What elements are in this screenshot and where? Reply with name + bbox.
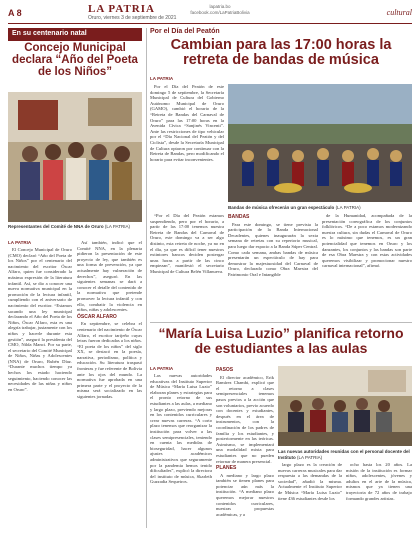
article2-column-1 bbox=[150, 84, 224, 210]
article1-text-2: Así también, indicó que el Comité NNA, en la plenaria pidieron la presentación de este proyecto de ley, que también es una forma de prevención, ya que actualmente hay vulneración de derechos”, aseguró. En las siguientes semanas se dará a conocer el detalle del contenido de la normativa que pretende promover la lectura infantil y con ello, combatir la violencia en niños, niñas y adolescentes. bbox=[77, 240, 142, 313]
article2-text-4: de la Humanidad, acompañada de la presentación coreográfica de los conjuntos folklóricos. “De a poco estamos modernizando nuestra cultura, sin dudas el Carnaval de Oruro es lo máximo que tenemos, es un gran potencialidad que tenemos en Oruro y los danzantes, los conjuntos y las bandas son parte de esa Obra Maestra y con estas actividades queremos visibilizar y promocionar nuestro carnaval internacional”, afirmó. bbox=[322, 213, 412, 269]
article1-source: LA PATRIA bbox=[8, 240, 32, 245]
article3-photo-caption bbox=[278, 449, 412, 460]
article2-text-1: Por el Día del Peatón de este domingo 5 de septiembre, la Secretaría Municipal de Cultura del Gobierno Autónomo Municipal de Oruro (GAMO), cambió el horario de la “Retreta de Bandas del Carnaval de Oruro” para las 17:00 horas en la Avenida Cívica “Sanjinés Vincenti”. Ante las restricciones de tipo vehicular por el “Día Nacional del Peatón y del Ciclista”, desde la Secretaría Municipal de Cultura optaron por continuar con la Retreta de Bandas, pero modificando el horario para evitar inconvenientes. bbox=[150, 84, 224, 162]
article2-column-3 bbox=[228, 213, 318, 320]
article3-subhead-planes: PLANES bbox=[216, 465, 237, 472]
article2-text-3: Para este domingo, se tiene prevista la participación de la Banda Internacional Decadentes, quienes inaugurarán la sexta semana de retretas con su repertorio musical, para luego dar espacio a la Banda Súper Central. Como cada semana, ambas bandas de música presentarán un espectáculo de hay para demostrar la majestuosidad del Carnaval de Oruro, declarado como Obra Maestra del Patrimonio Oral e Intangible bbox=[228, 221, 318, 277]
article1-column-2 bbox=[77, 240, 142, 530]
article2-caption-credit: (LA PATRIA) bbox=[335, 205, 361, 210]
article3-text-4: largo plazo es la creación de nuevas carreras musicales para dar respuesta a las demandas de la sociedad”, añadió la misma. Actualmente el Instituto Superior de Música “María Luisa Luzio” tiene 436 estudiantes desde los bbox=[278, 462, 342, 501]
section-name: cultural bbox=[386, 8, 412, 17]
article3-text-5: ocho hasta los 20 años. La misión de la institución es formar niños, adolescentes, jóvenes y adultos en el arte de la música, mismos que ya tienen una trayectoria de 72 años de trabajo formando grandes artistas. bbox=[346, 462, 412, 501]
newspaper-name: LA PATRIA bbox=[88, 3, 155, 15]
article3-column-3 bbox=[278, 462, 342, 530]
article2-headline: Cambian para las 17:00 horas la retreta de bandas de música bbox=[170, 37, 392, 69]
article1-column-1 bbox=[8, 247, 72, 530]
article2-subhead: BANDAS bbox=[228, 214, 250, 220]
article3-source: LA PATRIA bbox=[150, 366, 174, 371]
article2-photo bbox=[228, 84, 412, 202]
article1-headline: Concejo Municipal declara “Año del Poeta de los Niños” bbox=[12, 42, 138, 79]
article3-subhead-pasos: PASOS bbox=[216, 367, 234, 373]
social-link: facebook.com/LaPatriaBolivia bbox=[190, 10, 250, 15]
article2-source: LA PATRIA bbox=[150, 76, 174, 81]
article1-photo-caption bbox=[8, 224, 142, 230]
article3-column-2 bbox=[216, 366, 274, 530]
article2-caption-text: Bandas de música ofrecerán un gran espectáculo bbox=[228, 205, 335, 210]
article-divider bbox=[150, 322, 412, 323]
article3-column-4 bbox=[346, 462, 412, 530]
website: lapatria.bo bbox=[209, 4, 231, 9]
header-rule bbox=[8, 23, 412, 24]
article2-text-2: “Por el Día del Peatón estamos suspendiendo, pero por el horario, a partir de las 17:00 tenemos nuestra Retreta de Bandas del Carnaval de Oruro, este domingo va a ser algo distinto, esta retreta de noche, ya no en el día, ya que es difícil tener nuestros extintores bancos deciden postergar unas horas a partir de las cinco empiezan”, manifestó el secretario Municipal de Cultura Belén Villanueva. bbox=[150, 213, 224, 274]
article3-text-1: Las nuevas autoridades educativas del Instituto Superior de Música “María Luisa Luzio” elaboran planes y estrategias para el pronto retorno de sus estudiantes a las aulas, a mediano y largo plazo, previendo mejoras en los contenidos curriculares y crear nuevas carreras. “A corto plazo tenemos que reorganizar la institución para volver a las clases semipresenciales, teniendo en cuenta las medidas de bioseguridad, hacer algunos ajustes académicos administrativos que seguramente por la pandemia hemos tenido dificultades”, explicó la directora del instituto de música, Skarleth Guzzadia Sequeiros. bbox=[150, 373, 212, 485]
article1-kicker: En su centenario natal bbox=[12, 30, 87, 37]
article3-text-3: A mediano y largo plazo también se tienen planes para potenciar aún más la institución. “A mediano plazo queremos mejorar nuestros contenidos curriculares, nuestras propuestas académicas, y a bbox=[216, 472, 274, 517]
article3-photo bbox=[278, 366, 412, 446]
article1-subhead: ÓSCAR ALFARO bbox=[77, 313, 117, 320]
article2-column-4 bbox=[322, 213, 412, 320]
page-number: A 8 bbox=[8, 8, 22, 18]
article1-caption-text: Representantes del Comité de NNA de Oruro bbox=[8, 224, 104, 229]
article3-text-2: El director académico, Erik Ramírez Chambi, explicó que el retorno a clases semipresenciales tenemos pasos previos a la acción que son voluntarios, previo acuerdo con docentes y estudiantes, después en el área de instrumentos, con la coordinación de los padres de familia y los estudiantes, y posteriormente en las teóricas. Asimismo, se implementará una modalidad mixta para estudiantes que no pueden retornar de manera presencial. bbox=[216, 374, 274, 464]
article2-photo-caption bbox=[228, 205, 412, 211]
article1-text-3: En septiembre, se celebra el centenario del nacimiento de Óscar Alfaro, el escritor tarijeño cuyas letras fueron dedicadas a los niños. “El poeta de los niños” del siglo XX, se destacó en la poesía, narrativa, periodismo, política y educación. Su literatura traspasó fronteras y fue referente de Bolivia ante los ojos del mundo. La normativa fue aprobada en una primera parte y el proyecto de la misma será socializado en las siguientes jornadas. bbox=[77, 321, 142, 400]
article2-kicker: Por el Día del Peatón bbox=[150, 28, 220, 35]
article3-column-1 bbox=[150, 373, 212, 530]
article1-caption-credit: (LA PATRIA) bbox=[104, 224, 130, 229]
article1-photo bbox=[8, 92, 142, 222]
article1-text-1: El Concejo Municipal de Oruro (CMO) declaró “Año del Poeta de los Niños” por el centenario del nacimiento del escritor Óscar Alfaro, quien fue considerado la máxima expresión de la literatura infantil. Así, se dio a conocer una nueva normativa municipal en la promoción de la lectura infantil, cumpliendo con el aniversario de nacimiento del escritor. “Estamos sacando una ley municipal declarando el Año del Poeta de los Niños, Óscar Alfaro, esta es una alegría trabajar, justamente con los niños y hacerle durante esta gestión”, aseguró la presidenta del CMO, Nilda Manci. Por su parte, el secretario del Comité Municipal de Niños, Niñas y Adolescentes (NNA) de Oruro, Rubén Díaz. “Durante muchos tiempo ya hechos los estado haciendo seguimiento, haciendo conocer las necesidades de las niñas y niños en Oruro”. bbox=[8, 247, 72, 392]
article2-column-2 bbox=[150, 213, 224, 320]
column-divider bbox=[146, 28, 147, 528]
article3-caption-credit: (LA PATRIA) bbox=[297, 454, 323, 460]
web-info bbox=[190, 4, 250, 16]
article3-caption-text: Las nuevas autoridades reunidas con el personal docente del Instituto bbox=[278, 449, 410, 460]
date-line: Oruro, viernes 3 de septiembre de 2021 bbox=[88, 15, 177, 21]
article3-headline: “María Luisa Luzio” planifica retorno de estudiantes a las aulas bbox=[158, 325, 404, 356]
